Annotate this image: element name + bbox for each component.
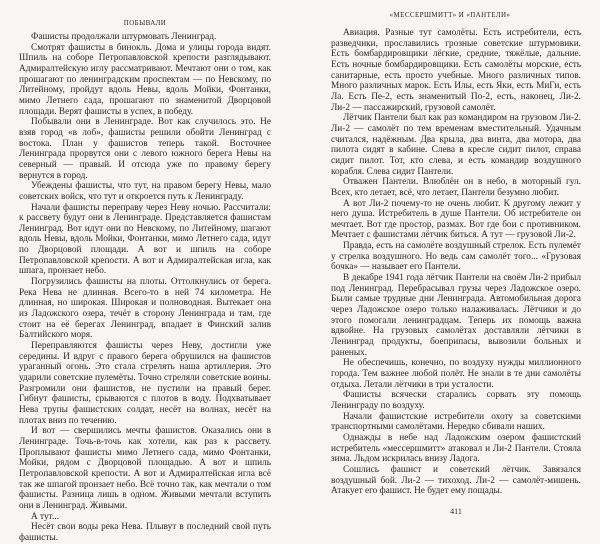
- paragraph: Смотрят фашисты в бинокль. Дома и улицы города видят. Шпиль на соборе Петропавловской крепости разглядывают. Адмиралтейскую иглу рассматривают. Мечтают они о том, как прошагают по ленинградским проспектам — по Невскому, по Литейному, пройдут вдоль Невы, вдоль Мойки, Фонтанки, мимо Летнего сада, прошагают по знаменитой Дворцовой площади. Верят фашисты в успех, в победу.: [19, 42, 271, 117]
- paragraph: Фашисты продолжали штурмовать Ленинград.: [31, 32, 217, 42]
- paragraph: Побывали они в Ленинграде. Вот как случилось это. Не взяв город «в лоб», фашисты решили обойти Ленинград с востока. План у фашистов теперь такой. Восточнее Ленинграда прорвутся они с левого южного берега Невы на северный — правый. И отсюда уже по правому берегу вернутся в город.: [19, 117, 271, 181]
- chapter-body: [19, 32, 271, 544]
- paragraph: Несёт свои воды река Нева. Плывут в последний свой путь фашисты.: [19, 522, 271, 543]
- paragraph: Отважен Пантели. Влюблён он в небо, в моторный гул. Всех, кто летает, всё, что летает, Пантели безумно любит.: [331, 177, 581, 198]
- page-number: 411: [450, 506, 462, 516]
- paragraph: Переправляются фашисты через Неву, достигли уже середины. И вдруг с правого берега обрушился на фашистов ураганный огонь. Это стала стрелять наша артиллерия. Это ударили советские пулемёты. Точно стреляли советские воины. Разгромили они фашистов, не пустили на правый берег. Гибнут фашисты, срываются с плотов в воду. Подхватывает Нева трупы фашистских солдат, несёт на волнах, несёт на плотах вниз по течению.: [19, 341, 271, 426]
- paragraph: А тут...: [31, 511, 59, 522]
- paragraph: Однажды в небе над Ладожским озером фашистский истребитель «мессершмитт» атаковал и Ли-2 Пантели. Стояла зима. Льдом искрилась внизу Ладога.: [331, 432, 581, 465]
- paragraph: Погрузились фашисты на плоты. Оттолкнулись от берега. Река Нева не длинная. Всего-то в ней 74 километра. Не длинная, но широкая. Широкая и полноводная. Вытекает она из Ладожского озера, течёт в сторону Ленинграда и там, где стоит на её берегах Ленинград, впадает в Финский залив Балтийского моря.: [19, 277, 271, 341]
- paragraph: А вот Ли-2 почему-то не очень любит. К другому лежит у него душа. Истребитель в душе Пантели. Об истребителе он мечтает. Вот где простор, размах. Вот где бои с противником. Мечтает с фашистами лётчик биться. А тут — грузовой Ли-2.: [331, 198, 581, 241]
- paragraph: Фашисты всячески старались сорвать эту помощь Ленинграду по воздуху.: [331, 390, 581, 411]
- paragraph: Убеждены фашисты, что тут, на правом берегу Невы, мало советских войск, что тут и откроется путь к Ленинграду.: [19, 181, 271, 202]
- paragraph: Начали фашистские истребители охоту за советскими транспортными самолётами. Нередко сбивали наших.: [331, 411, 581, 433]
- chapter-heading: ПОБЫВАЛИ: [123, 19, 167, 27]
- paragraph: Начали фашисты переправу через Неву ночью. Рассчитали: к рассвету будут они в Ленинграде. Представляется фашистам Ленинград. Вот идут они по Невскому, по Литейному, шагают вдоль Невы, вдоль Мойки, Фонтанки, мимо Летнего сада, идут по Дворцовой площади. А вот и шпиль на соборе Петропавловской крепости. А вот и Адмиралтейская игла, как шпага, пронзает небо.: [19, 202, 271, 277]
- paragraph: Правда, есть на самолёте воздушный стрелок. Есть пулемёт у стрелка воздушного. Но ведь сам самолёт того... «Грузовая бочка» — называет его Пантели.: [331, 241, 581, 273]
- paragraph: Не обеспечишь, конечно, по воздуху нужды миллионного города. Тем важнее любой полёт. Не знали в те дни самолёты отдыха. Летали лётчики в три усталости.: [331, 358, 581, 390]
- paragraph: И вот — свершились мечты фашистов. Оказались они в Ленинграде. Точь-в-точь как хотели, как раз к рассвету. Проплывают фашисты мимо Летнего сада, мимо Фонтанки, Мойки, рядом с Дворцовой площадью. А вот и шпиль Петропавловской крепости. А вот и Адмиралтейская игла всё так же шпагой пронзает небо. Всё точно так, как мечтали о том фашисты. Разница лишь в одном. Живыми мечтали вступить они в Ленинград. Живыми.: [19, 426, 271, 511]
- paragraph: Сошлись фашист и советский лётчик. Завязался воздушный бой. Ли-2 — тихоход. Ли-2 — самолёт-мишень. Атакует его фашист. Не будет ему пощады.: [331, 464, 581, 497]
- left-page: [0, 0, 300, 543]
- paragraph: Авиация. Разные тут самолёты. Есть истребители, есть разведчики, прославились грозные советские штурмовики. Есть бомбардировщики лёгкие, средние, тяжёлые, дальние. Есть ночные бомбардировщики. Есть самолёты морские, есть санитарные, есть просто учебные. Много различных типов. Много различных марок. Есть Илы, есть Яки, есть МиГи, есть Ла. Есть Пе-2, есть знаменитый По-2, есть, наконец, Ли-2. Ли-2 — пассажирский, грузовой самолёт.: [331, 28, 581, 113]
- paragraph: В декабре 1941 года лётчик Пантели на своём Ли-2 прибыл под Ленинград. Перебрасывал грузы через Ладожское озеро. Были самые трудные дни Ленинграда. Автомобильная дорога через Ладожское озеро только налаживалась. Лётчики и до этого помогали ленинградцам. Теперь их помощь важна вдвойне. На грузовых самолётах доставляли лётчики в Ленинград продукты, боеприпасы, вывозили больных и раненых.: [331, 273, 581, 358]
- right-page: [300, 0, 600, 516]
- chapter-heading: «МЕССЕРШМИТТ» И «ПАНТЕЛИ»: [389, 11, 511, 19]
- paragraph: Лётчик Пантели был как раз командиром на грузовом Ли-2. Ли-2 — самолёт по тем временам вместительный. Удачным считался, надёжным. Два крыла, два винта, два мотора, два пилота сидят в кабине. Слева в кресле сидит пилот, справа сидит пилот. Тот, кто слева, и есть командир воздушного корабля. Слева сидит Пантели.: [331, 113, 581, 177]
- chapter-body: [331, 28, 581, 517]
